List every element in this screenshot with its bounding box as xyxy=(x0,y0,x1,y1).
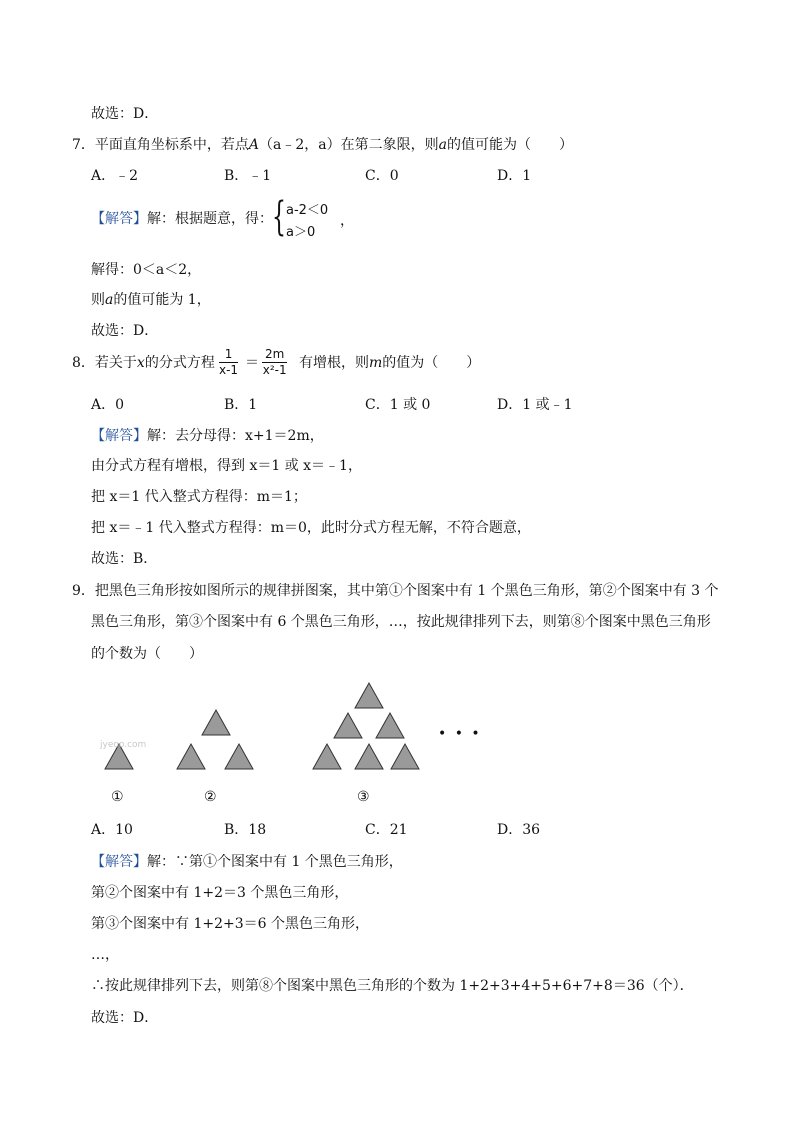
q8-stem-b: x xyxy=(136,355,145,371)
triangle xyxy=(202,710,230,735)
q7-line3-c: 的值可能为 1， xyxy=(113,292,211,308)
q8-stem-e: m xyxy=(369,355,383,371)
triangle xyxy=(334,713,362,738)
triangle xyxy=(177,744,205,769)
prev-answer: 故选：D． xyxy=(91,106,159,122)
q7-line3-a: 则 xyxy=(91,292,105,308)
q9-solution-text: 解：∵第①个图案中有 1 个黑色三角形， xyxy=(147,854,403,870)
q7-stem-b: A xyxy=(248,137,260,153)
q8-option-b: B．1 xyxy=(224,397,258,413)
q8-equals: ＝ xyxy=(245,355,259,371)
triangle xyxy=(313,744,341,769)
q7-stem-c: （a﹣2，a）在第二象限，则 xyxy=(259,137,439,153)
q9-fig-label-3: ③ xyxy=(357,789,370,805)
q8-stem-d: 有增根，则 xyxy=(299,355,369,371)
q9-solution-line2: 第②个图案中有 1+2＝3 个黑色三角形， xyxy=(91,885,349,901)
q7-sys-row1: a-2＜0 xyxy=(286,203,329,218)
q8-option-d: D．1 或﹣1 xyxy=(497,397,573,413)
q8-frac2-numerator: 2m xyxy=(262,347,287,363)
q9-solution-intro xyxy=(91,853,403,871)
q7-option-a: A．﹣2 xyxy=(91,168,139,184)
q7-brace: { xyxy=(272,194,286,240)
q7-sys-tail: ， xyxy=(340,213,354,229)
q7-solution-line2: 解得：0＜a＜2， xyxy=(91,262,202,278)
q9-fig-label-2: ② xyxy=(204,789,217,805)
watermark: jyeoo.com xyxy=(100,740,147,750)
triangle xyxy=(376,713,404,738)
q8-solution-line5: 故选：B． xyxy=(91,551,158,567)
q8-solution-text: 解：去分母得：x+1＝2m， xyxy=(147,428,324,444)
q9-solution-line4: …， xyxy=(91,947,119,963)
q9-solution-tag: 【解答】 xyxy=(91,854,147,870)
q7-stem-a: 7．平面直角坐标系中，若点 xyxy=(72,137,249,153)
q7-option-d: D．1 xyxy=(497,168,532,184)
q7-stem-e: 的值可能为（ ） xyxy=(447,137,574,153)
q9-stem-line3: 的个数为（ ） xyxy=(91,646,203,662)
q7-solution-tag: 【解答】 xyxy=(91,211,147,227)
q8-solution-tag: 【解答】 xyxy=(91,428,147,444)
q9-option-a: A．10 xyxy=(91,822,133,838)
q7-line3-b: a xyxy=(105,292,114,308)
triangle xyxy=(355,683,383,708)
q9-option-d: D．36 xyxy=(497,822,541,838)
q8-solution-line3: 把 x＝1 代入整式方程得：m＝1； xyxy=(91,489,307,505)
q8-stem-c: 的分式方程 xyxy=(144,355,215,371)
q8-solution-line4: 把 x＝﹣1 代入整式方程得：m＝0，此时分式方程无解，不符合题意， xyxy=(91,520,531,536)
triangle xyxy=(355,744,383,769)
q9-stem-line1: 9．把黑色三角形按如图所示的规律拼图案，其中第①个图案中有 1 个黑色三角形，第②个图案中有 3 个 xyxy=(72,583,719,599)
q7-solution-text: 解：根据题意，得： xyxy=(147,211,273,227)
q7-stem-d: a xyxy=(438,137,448,153)
q7-sys-row2: a＞0 xyxy=(286,225,316,240)
q9-solution-line5: ∴按此规律排列下去，则第⑧个图案中黑色三角形的个数为 1+2+3+4+5+6+7+8＝36（个）． xyxy=(91,978,694,994)
q8-frac1-denominator: x-1 xyxy=(219,363,239,377)
q9-fig-label-1: ① xyxy=(111,789,124,805)
triangle xyxy=(391,744,419,769)
q9-stem-line2: 黑色三角形，第③个图案中有 6 个黑色三角形，…，按此规律排列下去，则第⑧个图案中黑色三角形 xyxy=(91,614,711,630)
q8-option-a: A．0 xyxy=(91,397,125,413)
q9-solution-line3: 第③个图案中有 1+2+3＝6 个黑色三角形， xyxy=(91,916,369,932)
q8-frac1-numerator: 1 xyxy=(219,347,238,363)
q9-option-c: C．21 xyxy=(365,822,408,838)
q9-ellipsis: • • • xyxy=(438,726,482,742)
q7-solution-line4: 故选：D． xyxy=(91,323,159,339)
q7-option-c: C．0 xyxy=(365,168,399,184)
q7-option-b: B．﹣1 xyxy=(224,168,272,184)
q8-stem-a: 8．若关于 xyxy=(72,355,137,371)
q9-solution-line6: 故选：D． xyxy=(91,1010,159,1026)
q8-stem-f: 的值为（ ） xyxy=(382,355,481,371)
q8-frac2-denominator: x²-1 xyxy=(262,363,287,377)
q8-solution-line2: 由分式方程有增根，得到 x＝1 或 x＝﹣1， xyxy=(91,458,362,474)
q9-option-b: B．18 xyxy=(224,822,267,838)
triangle xyxy=(225,744,253,769)
q8-option-c: C．1 或 0 xyxy=(365,397,431,413)
